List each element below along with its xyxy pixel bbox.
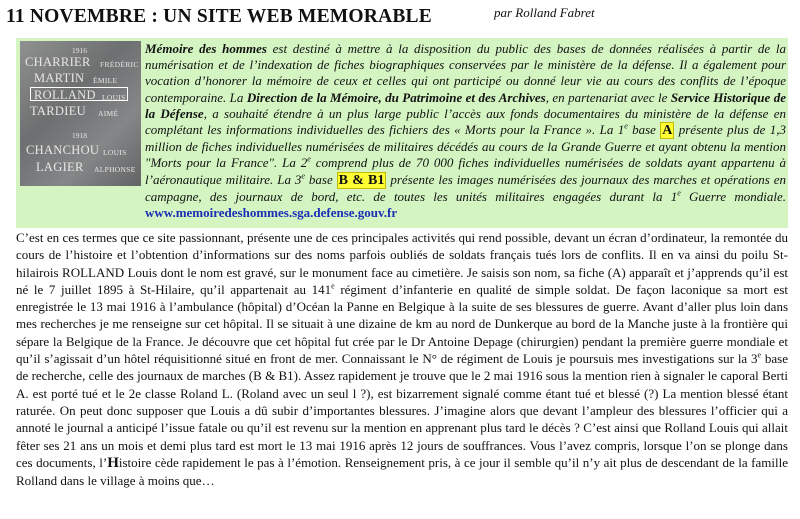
superscript: e [677,188,681,198]
plaque-firstname: ALPHONSE [94,165,136,174]
intro-sentence: comprend plus de 70 000 fiches individuelles numérisées de soldats ayant appartenu à l’aéronautique militaire. La 3 [145,155,786,187]
headline [6,6,796,30]
body-text: C’est en ces termes que ce site passionnant, présente une de ces principales activités qui rend possible, devant un écran d’ordinateur, la remontée du cours de l’histoire et l’obtention d’informations sur des noms parfois oubliés de soldats français tués lors de conflits. Il en va ainsi du poilu St-hilairois ROLLAND Louis dont le nom est gravé, sur le monument face au cimetière. Je saisis son nom, sa fiche (A) apparaît et j’apprends qu’il est né le 7 juillet 1895 à St-Hilaire, qu’il appartenait au 141 [16,230,788,297]
plaque-firstname: LOUIS [102,93,126,102]
shd-name: Service Historique de la Défense [145,89,786,121]
plaque-surname: CHANCHOU [26,143,100,157]
body-paragraph [16,229,788,489]
superscript: e [624,121,628,131]
body-text: base de recherche, celle des journaux de marches (B & B1). Assez rapidement je trouve que le 2 mai 1916 sous la mention rien à signaler le caporal Berti A. est porté tué et le 2e classe Roland L. (Roland avec un seul l ?), est bizarrement signalé comme étant tué et blessé (?) La mention blessé étant raturée. On peut donc supposer que Louis a dû subir d’importantes blessures. J’imagine alors que devant l’ampleur des blessures l’officier qui a annoté le journal a anticipé l’issue fatale ou qu’il est revenu sur la mention en apprenant plus tard le décès ? C’est ainsi que Rolland Louis qui allait fêter ses 21 ans un mois et demi plus tard est mort le 13 mai 1916 après 12 jours de souffrances. Vous l’avez compris, lorsque l’on se plonge dans ces documents, l’ [16,351,788,470]
plaque-year-top: 1916 [72,46,87,55]
base-a-badge: A [662,123,673,139]
plaque-firstname: AIMÉ [98,109,119,118]
memoire-des-hommes-link[interactable]: www.memoiredeshommes.sga.defense.gouv.fr [145,205,398,221]
intro-text-part1 [145,41,786,221]
intro-sentence: base [304,171,337,187]
memorial-plaque-photo [20,41,141,186]
superscript: e [331,281,335,291]
plaque-firstname: LOUIS [103,148,127,157]
intro-sentence: base [627,122,661,138]
superscript: e [307,155,311,165]
body-text: régiment d’infanterie en qualité de simple soldat. De façon laconique sa mort est enregistrée le 13 mai 1916 à l’ambulance (hôpital) d’Océan la Panne en Belgique à la suite de ses blessures de guerre. Avant d’aller plus loin dans mes recherches je me renseigne sur cet hôpital. Il se situait à une dizaine de km au nord de Dunkerque au bord de la Manche juste à la frontière qui sépare la Belgique de la France. Je découvre que cet hôpital fut crée par le Dr Antoine Depage (chirurgien) pendant la première guerre mondiale et qu’il s’agissait d’un hôtel réquisitionné situé en front de mer. Connaissant le N° de régiment de Louis je poursuis mes investigations sur la 3 [16,281,788,367]
page-title: 11 NOVEMBRE : UN SITE WEB MEMORABLE [6,6,432,27]
byline: par Rolland Fabret [494,5,595,20]
intro-sentence: , en partenariat avec le [545,89,671,105]
intro-sentence: est destiné à mettre à la disposition du public des bases de données réalisées à partir de la numérisation et de l’indexation de fiches biographiques conservées par le ministère de la défense. Il a également pour vocation d’honorer la mémoire de ceux et celles qui ont participé ou donné leur vie au cours des conflits de l’époque contemporaine. La [145,41,787,105]
intro-sentence: présente plus de 1,3 million de fiches individuelles numérisées de militaires décédés au cours de la Grande Guerre et ayant obtenu la mention "Morts pour la France". La 2 [145,122,786,171]
base-b-badge: B & B1 [338,172,385,188]
plaque-surname: LAGIER [36,160,84,174]
plaque-surname: CHARRIER [25,55,91,69]
article-body [16,229,788,489]
dmpa-name: Direction de la Mémoire, du Patrimoine et des Archives [246,89,546,105]
intro-sentence: Guerre mondiale. [680,188,786,204]
intro-sentence: présente les images numérisées des journaux des marches et opérations en campagne, des journaux de bord, etc. de toutes les unités militaires engagées durant la 1 [145,171,786,204]
plaque-firstname: FRÉDÉRIC [100,60,139,69]
plaque-surname: ROLLAND [34,88,96,102]
body-text: istoire cède rapidement le pas à l’émotion. Renseignement pris, à ce jour il semble qu’il n’y ait plus de descendant de la famille Rolland dans le village à moins que… [16,454,788,489]
plaque-year-bottom: 1918 [72,131,87,140]
intro-sentence: , a souhaité étendre à un plus large public l’accès aux fonds documentaires du ministère de la défense en complétant les informations individuelles des fichiers des « Morts pour la France ». La 1 [145,105,787,138]
site-name: Mémoire des hommes [145,41,267,56]
plaque-firstname: ÉMILE [93,76,118,85]
plaque-surname: TARDIEU [30,104,86,118]
plaque-surname: MARTIN [34,71,85,85]
histoire-initial: H [107,454,119,471]
superscript: e [301,171,305,181]
superscript: e [757,350,762,360]
